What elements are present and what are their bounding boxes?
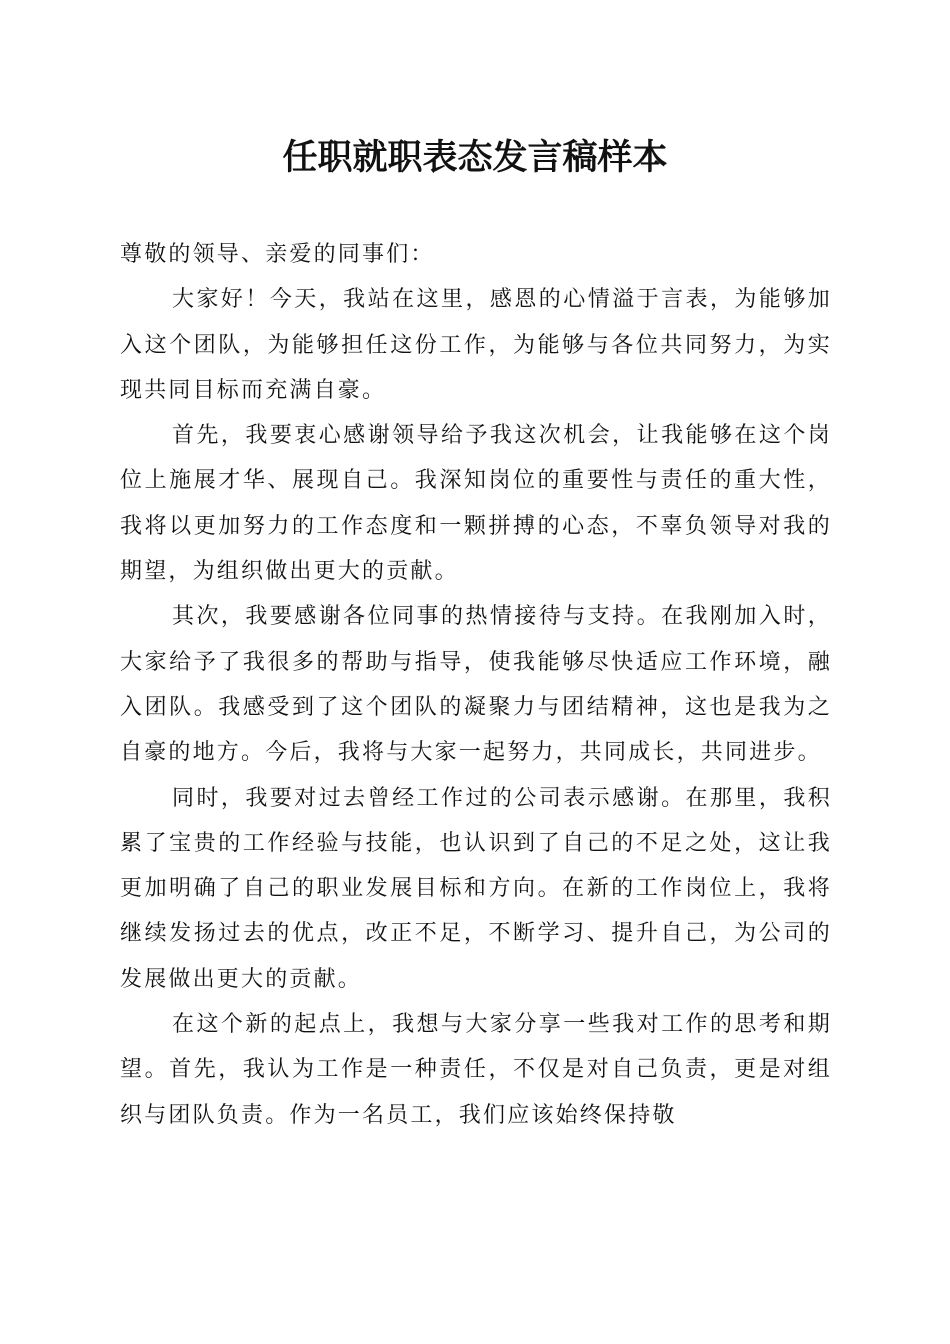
paragraph-thanks-leaders: 首先，我要衷心感谢领导给予我这次机会，让我能够在这个岗位上施展才华、展现自己。我深知岗位的重要性与责任的重大性，我将以更加努力的工作态度和一颗拼搏的心态，不辜负领导对我的期望，为组织做出更大的贡献。: [120, 423, 832, 585]
paragraph-work-thoughts: 在这个新的起点上，我想与大家分享一些我对工作的思考和期望。首先，我认为工作是一种责任，不仅是对自己负责，更是对组织与团队负责。作为一名员工，我们应该始终保持敬: [120, 1012, 832, 1128]
salutation: 尊敬的领导、亲爱的同事们：: [120, 242, 435, 267]
paragraph-thanks-previous-company: 同时，我要对过去曾经工作过的公司表示感谢。在那里，我积累了宝贵的工作经验与技能，也认识到了自己的不足之处，这让我更加明确了自己的职业发展目标和方向。在新的工作岗位上，我将继续发扬过去的优点，改正不足，不断学习、提升自己，为公司的发展做出更大的贡献。: [120, 785, 832, 992]
document-title: 任职就职表态发言稿样本: [282, 137, 668, 178]
document-body: [120, 232, 832, 1138]
paragraph-thanks-colleagues: 其次，我要感谢各位同事的热情接待与支持。在我刚加入时，大家给予了我很多的帮助与指导，使我能够尽快适应工作环境，融入团队。我感受到了这个团队的凝聚力与团结精神，这也是我为之自豪的地方。今后，我将与大家一起努力，共同成长，共同进步。: [120, 604, 832, 766]
paragraph-greeting: 大家好！今天，我站在这里，感恩的心情溢于言表，为能够加入这个团队，为能够担任这份工作，为能够与各位共同努力，为实现共同目标而充满自豪。: [120, 287, 832, 403]
